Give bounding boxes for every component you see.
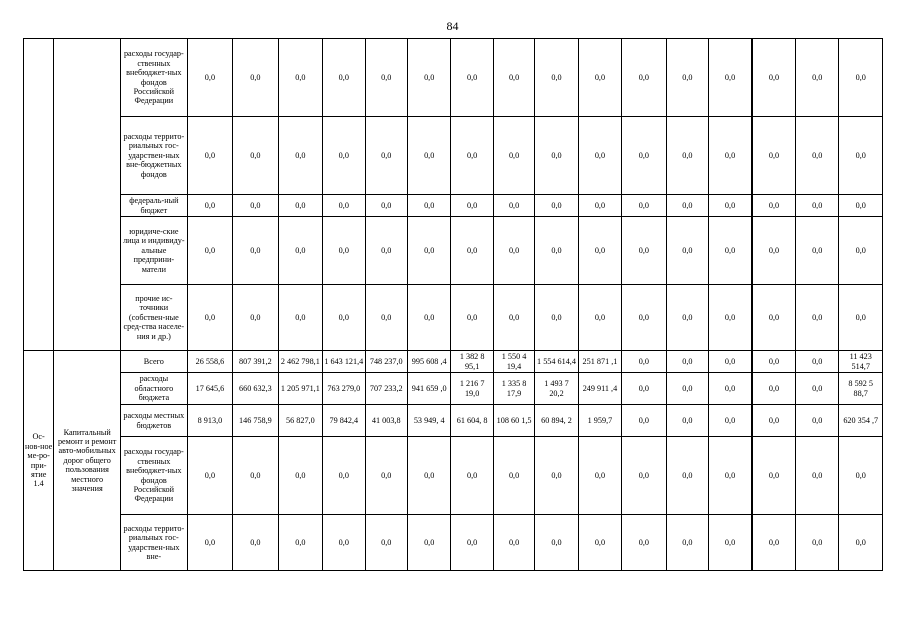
value-cell: 748 237,0 — [365, 351, 407, 373]
value-cell: 0,0 — [187, 437, 232, 515]
value-cell: 0,0 — [407, 437, 450, 515]
value-cell: 0,0 — [493, 437, 534, 515]
value-cell: 0,0 — [233, 515, 278, 571]
table-row — [24, 437, 883, 515]
value-cell: 8 913,0 — [187, 405, 232, 437]
value-cell: 0,0 — [278, 285, 322, 351]
value-cell: 0,0 — [365, 195, 407, 217]
value-cell: 0,0 — [278, 39, 322, 117]
value-cell: 0,0 — [578, 515, 621, 571]
table-row — [24, 217, 883, 285]
value-cell: 249 911 ,4 — [578, 373, 621, 405]
value-cell: 0,0 — [622, 285, 666, 351]
value-cell: 0,0 — [622, 373, 666, 405]
value-cell: 0,0 — [795, 515, 838, 571]
value-cell: 0,0 — [407, 39, 450, 117]
value-cell: 0,0 — [493, 217, 534, 285]
value-cell: 0,0 — [578, 117, 621, 195]
value-cell: 0,0 — [535, 195, 578, 217]
value-cell: 108 60 1,5 — [493, 405, 534, 437]
value-cell: 0,0 — [709, 515, 752, 571]
value-cell: 0,0 — [709, 373, 752, 405]
value-cell: 0,0 — [752, 437, 795, 515]
funding-source: расходы террито-риальных гос-ударствен-ных вне- — [121, 515, 188, 571]
value-cell: 0,0 — [535, 39, 578, 117]
value-cell: 1 216 7 19,0 — [451, 373, 493, 405]
value-cell: 0,0 — [493, 515, 534, 571]
value-cell: 0,0 — [407, 515, 450, 571]
table-row — [24, 195, 883, 217]
funding-source: расходы государ-ственных внебюджет-ных фондов Российской Федерации — [121, 437, 188, 515]
value-cell: 0,0 — [323, 117, 365, 195]
value-cell: 0,0 — [323, 195, 365, 217]
value-cell: 0,0 — [752, 515, 795, 571]
value-cell: 0,0 — [752, 285, 795, 351]
value-cell: 0,0 — [839, 217, 883, 285]
value-cell: 0,0 — [666, 373, 708, 405]
value-cell: 1 205 971,1 — [278, 373, 322, 405]
value-cell: 0,0 — [451, 515, 493, 571]
value-cell: 0,0 — [365, 285, 407, 351]
value-cell: 0,0 — [752, 39, 795, 117]
value-cell: 0,0 — [709, 217, 752, 285]
value-cell: 0,0 — [187, 217, 232, 285]
value-cell: 56 827,0 — [278, 405, 322, 437]
value-cell: 0,0 — [493, 39, 534, 117]
value-cell: 0,0 — [839, 117, 883, 195]
value-cell: 0,0 — [795, 285, 838, 351]
activity-name: Капитальный ремонт и ремонт авто-мобильных дорог общего пользования местного значения — [54, 351, 121, 571]
value-cell: 79 842,4 — [323, 405, 365, 437]
value-cell: 0,0 — [451, 117, 493, 195]
value-cell: 0,0 — [622, 39, 666, 117]
value-cell: 0,0 — [839, 39, 883, 117]
value-cell: 1 550 4 19,4 — [493, 351, 534, 373]
value-cell: 0,0 — [666, 195, 708, 217]
value-cell: 53 949, 4 — [407, 405, 450, 437]
value-cell: 0,0 — [752, 217, 795, 285]
value-cell: 26 558,6 — [187, 351, 232, 373]
table-row — [24, 373, 883, 405]
value-cell: 0,0 — [407, 285, 450, 351]
value-cell: 0,0 — [187, 285, 232, 351]
value-cell: 0,0 — [795, 195, 838, 217]
value-cell: 0,0 — [535, 437, 578, 515]
value-cell: 0,0 — [187, 195, 232, 217]
value-cell: 0,0 — [666, 437, 708, 515]
value-cell: 1 643 121,4 — [323, 351, 365, 373]
value-cell: 17 645,6 — [187, 373, 232, 405]
value-cell: 0,0 — [578, 195, 621, 217]
value-cell: 0,0 — [709, 405, 752, 437]
value-cell: 0,0 — [493, 285, 534, 351]
value-cell: 0,0 — [323, 39, 365, 117]
value-cell: 0,0 — [233, 195, 278, 217]
value-cell: 0,0 — [451, 217, 493, 285]
value-cell: 0,0 — [666, 117, 708, 195]
value-cell: 0,0 — [451, 39, 493, 117]
value-cell: 0,0 — [752, 195, 795, 217]
value-cell: 0,0 — [709, 437, 752, 515]
value-cell: 0,0 — [323, 217, 365, 285]
value-cell: 0,0 — [578, 39, 621, 117]
value-cell: 0,0 — [752, 117, 795, 195]
value-cell: 0,0 — [666, 285, 708, 351]
value-cell: 0,0 — [795, 437, 838, 515]
value-cell: 60 894, 2 — [535, 405, 578, 437]
page-number: 84 — [446, 19, 459, 33]
value-cell: 0,0 — [187, 117, 232, 195]
value-cell: 0,0 — [622, 405, 666, 437]
value-cell: 0,0 — [535, 117, 578, 195]
value-cell: 0,0 — [451, 285, 493, 351]
funding-source: расходы областного бюджета — [121, 373, 188, 405]
value-cell: 941 659 ,0 — [407, 373, 450, 405]
value-cell: 61 604, 8 — [451, 405, 493, 437]
value-cell: 8 592 5 88,7 — [839, 373, 883, 405]
value-cell: 0,0 — [535, 515, 578, 571]
value-cell: 0,0 — [622, 117, 666, 195]
value-cell: 1 335 8 17,9 — [493, 373, 534, 405]
value-cell: 0,0 — [278, 437, 322, 515]
table-row — [24, 515, 883, 571]
value-cell: 11 423 514,7 — [839, 351, 883, 373]
value-cell: 0,0 — [578, 217, 621, 285]
value-cell: 0,0 — [752, 351, 795, 373]
value-cell: 0,0 — [839, 195, 883, 217]
value-cell: 0,0 — [187, 39, 232, 117]
value-cell: 0,0 — [278, 195, 322, 217]
funding-source: расходы местных бюджетов — [121, 405, 188, 437]
value-cell: 0,0 — [622, 515, 666, 571]
value-cell: 0,0 — [233, 39, 278, 117]
value-cell: 0,0 — [666, 405, 708, 437]
value-cell: 0,0 — [752, 373, 795, 405]
value-cell: 0,0 — [493, 195, 534, 217]
value-cell: 0,0 — [493, 117, 534, 195]
value-cell: 0,0 — [709, 39, 752, 117]
value-cell: 0,0 — [278, 217, 322, 285]
value-cell: 1 554 614,4 — [535, 351, 578, 373]
value-cell: 0,0 — [666, 39, 708, 117]
value-cell: 0,0 — [233, 285, 278, 351]
value-cell: 0,0 — [365, 437, 407, 515]
funding-source: прочие ис-точники (собствен-ные сред-ства населе-ния и др.) — [121, 285, 188, 351]
value-cell: 0,0 — [233, 217, 278, 285]
budget-table — [23, 38, 883, 571]
value-cell: 0,0 — [323, 515, 365, 571]
value-cell: 0,0 — [278, 515, 322, 571]
value-cell: 0,0 — [323, 285, 365, 351]
value-cell: 0,0 — [323, 437, 365, 515]
value-cell: 0,0 — [278, 117, 322, 195]
value-cell: 763 279,0 — [323, 373, 365, 405]
funding-source: юридиче-ские лица и индивиду-альные предприни-матели — [121, 217, 188, 285]
value-cell: 0,0 — [578, 437, 621, 515]
funding-source: расходы террито-риальных гос-ударствен-ных вне-бюджетных фондов — [121, 117, 188, 195]
value-cell: 0,0 — [365, 217, 407, 285]
value-cell: 0,0 — [709, 195, 752, 217]
value-cell: 0,0 — [795, 373, 838, 405]
value-cell: 0,0 — [752, 405, 795, 437]
value-cell: 620 354 ,7 — [839, 405, 883, 437]
value-cell: 0,0 — [407, 195, 450, 217]
value-cell: 0,0 — [622, 351, 666, 373]
table-row — [24, 39, 883, 117]
empty-name-cell — [54, 39, 121, 351]
value-cell: 0,0 — [666, 351, 708, 373]
value-cell: 0,0 — [187, 515, 232, 571]
value-cell: 660 632,3 — [233, 373, 278, 405]
value-cell: 0,0 — [666, 217, 708, 285]
value-cell: 0,0 — [535, 217, 578, 285]
value-cell: 0,0 — [839, 437, 883, 515]
value-cell: 0,0 — [709, 351, 752, 373]
value-cell: 0,0 — [365, 515, 407, 571]
value-cell: 995 608 ,4 — [407, 351, 450, 373]
empty-code-cell — [24, 39, 54, 351]
value-cell: 0,0 — [451, 437, 493, 515]
funding-source: федераль-ный бюджет — [121, 195, 188, 217]
value-cell: 1 959,7 — [578, 405, 621, 437]
value-cell: 0,0 — [365, 117, 407, 195]
value-cell: 0,0 — [622, 217, 666, 285]
value-cell: 0,0 — [709, 117, 752, 195]
value-cell: 0,0 — [578, 285, 621, 351]
value-cell: 0,0 — [839, 285, 883, 351]
activity-code: Ос-нов-ное ме-ро-при-ятие 1.4 — [24, 351, 54, 571]
value-cell: 2 462 798,1 — [278, 351, 322, 373]
value-cell: 0,0 — [795, 351, 838, 373]
funding-source: Всего — [121, 351, 188, 373]
value-cell: 146 758,9 — [233, 405, 278, 437]
value-cell: 41 003,8 — [365, 405, 407, 437]
value-cell: 0,0 — [795, 217, 838, 285]
funding-source: расходы государ-ственных внебюджет-ных фондов Российской Федерации — [121, 39, 188, 117]
value-cell: 0,0 — [709, 285, 752, 351]
table-row — [24, 405, 883, 437]
value-cell: 707 233,2 — [365, 373, 407, 405]
value-cell: 1 493 7 20,2 — [535, 373, 578, 405]
value-cell: 0,0 — [535, 285, 578, 351]
table-row — [24, 285, 883, 351]
table-row — [24, 117, 883, 195]
value-cell: 0,0 — [451, 195, 493, 217]
value-cell: 0,0 — [622, 195, 666, 217]
value-cell: 0,0 — [365, 39, 407, 117]
value-cell: 251 871 ,1 — [578, 351, 621, 373]
value-cell: 0,0 — [233, 437, 278, 515]
value-cell: 0,0 — [795, 405, 838, 437]
value-cell: 0,0 — [795, 39, 838, 117]
value-cell: 0,0 — [622, 437, 666, 515]
value-cell: 807 391,2 — [233, 351, 278, 373]
value-cell: 0,0 — [407, 117, 450, 195]
table-row — [24, 351, 883, 373]
value-cell: 0,0 — [666, 515, 708, 571]
value-cell: 1 382 8 95,1 — [451, 351, 493, 373]
value-cell: 0,0 — [407, 217, 450, 285]
value-cell: 0,0 — [839, 515, 883, 571]
value-cell: 0,0 — [233, 117, 278, 195]
value-cell: 0,0 — [795, 117, 838, 195]
